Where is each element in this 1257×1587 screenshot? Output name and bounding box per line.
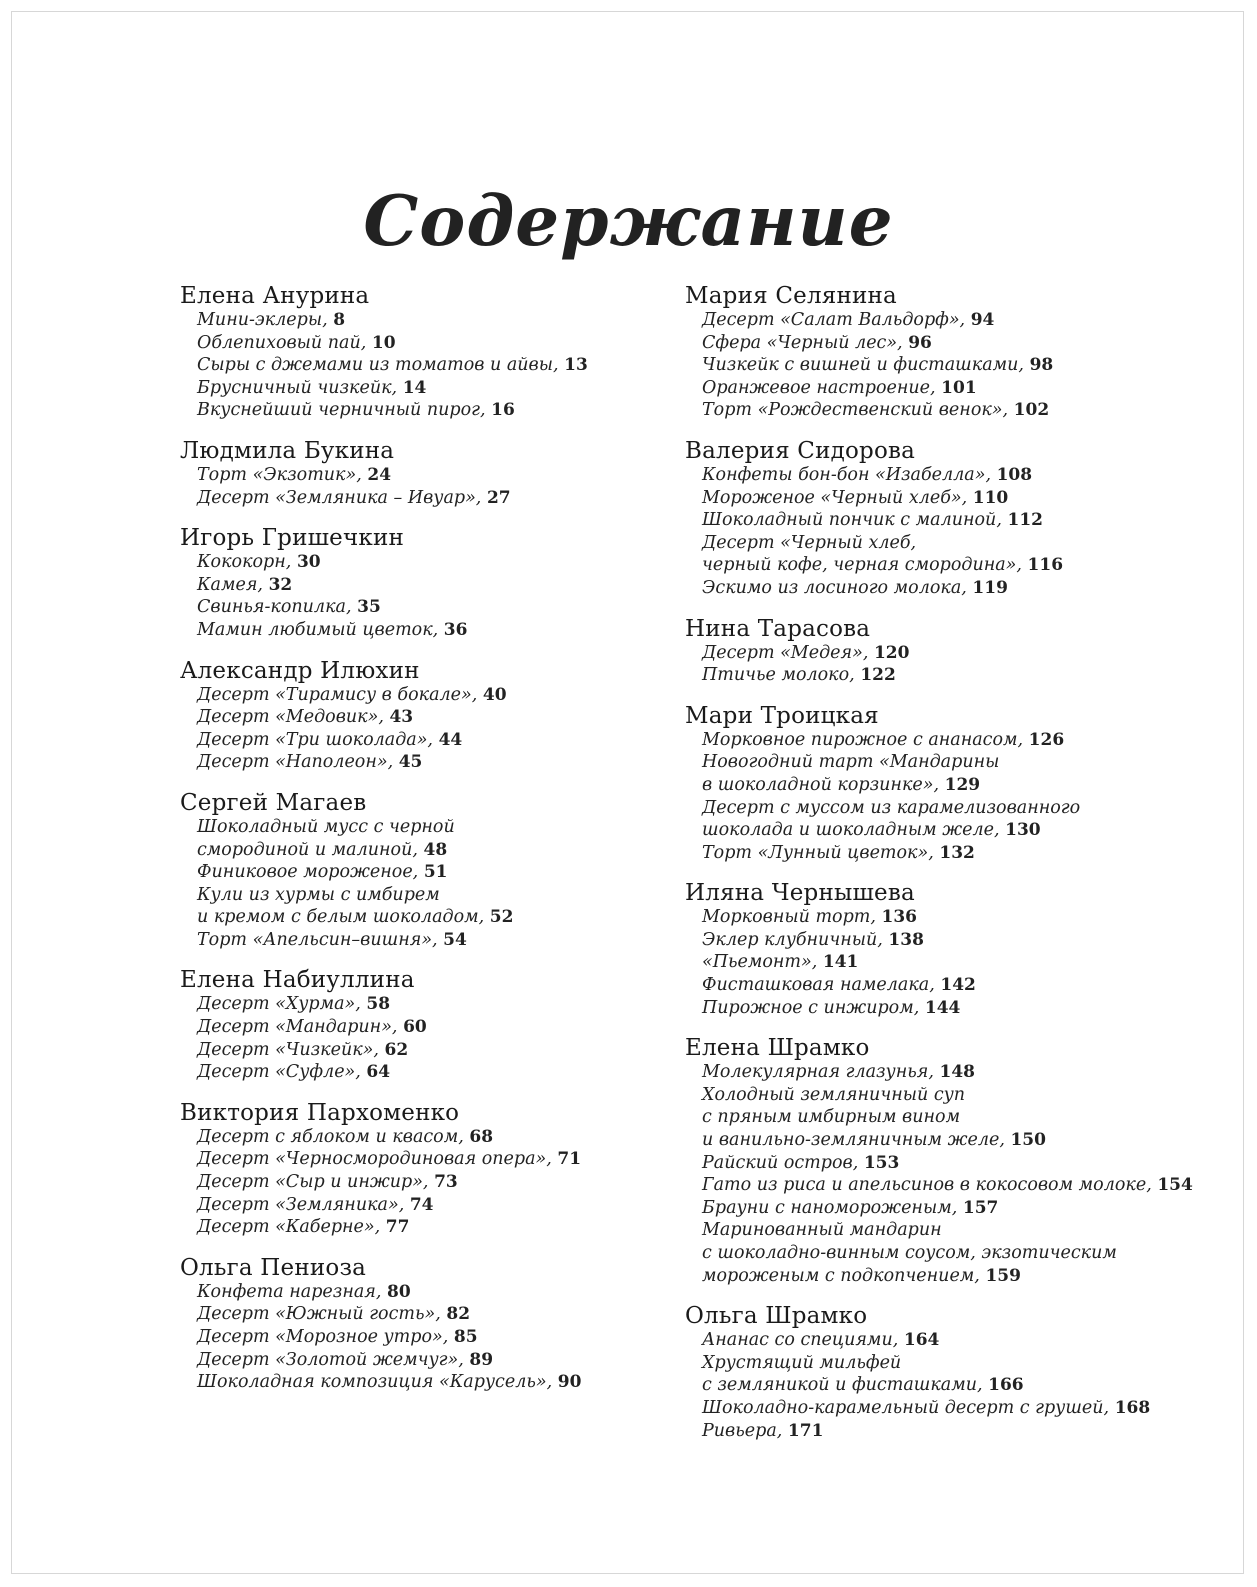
recipe-list bbox=[197, 816, 640, 952]
recipe-title: Десерт «Наполеон», bbox=[197, 752, 394, 773]
recipe-title: Облепиховый пай, bbox=[197, 332, 367, 353]
recipe-entry bbox=[197, 1194, 640, 1217]
recipe-entry bbox=[702, 332, 1205, 355]
author-name: Нина Тарасова bbox=[685, 615, 871, 642]
recipe-list bbox=[197, 309, 640, 422]
recipe-title: Новогодний тарт «Мандарины bbox=[702, 752, 1000, 773]
author-name: Елена Анурина bbox=[180, 283, 370, 309]
recipe-title: Мороженое «Черный хлеб», bbox=[702, 487, 968, 508]
recipe-title: Вкуснейший черничный пирог, bbox=[197, 400, 486, 421]
recipe-title: Кококорн, bbox=[197, 552, 292, 573]
page-number: 52 bbox=[489, 907, 514, 928]
page-number: 108 bbox=[996, 464, 1033, 485]
author-section bbox=[685, 880, 1205, 1019]
recipe-entry bbox=[197, 1216, 640, 1239]
page-number: 40 bbox=[482, 684, 507, 705]
recipe-list bbox=[197, 993, 640, 1083]
page-number: 13 bbox=[564, 355, 588, 376]
recipe-title: смородиной и малиной, bbox=[197, 839, 418, 860]
recipe-entry bbox=[197, 929, 640, 952]
recipe-entry bbox=[702, 1174, 1205, 1197]
recipe-entry bbox=[197, 993, 640, 1016]
page-number: 94 bbox=[970, 310, 995, 330]
recipe-entry bbox=[197, 906, 640, 929]
recipe-title: Десерт «Черный хлеб, bbox=[702, 532, 917, 553]
recipe-title: Морковное пирожное с ананасом, bbox=[702, 729, 1024, 750]
recipe-entry bbox=[197, 884, 640, 907]
recipe-entry bbox=[702, 554, 1205, 577]
recipe-entry bbox=[197, 1016, 640, 1039]
recipe-entry bbox=[702, 751, 1205, 774]
author-name: Ольга Пениоза bbox=[180, 1254, 367, 1281]
recipe-list bbox=[702, 729, 1205, 865]
author-section bbox=[685, 283, 1205, 422]
author-name: Мари Троицкая bbox=[685, 702, 879, 729]
recipe-title: Фисташковая намелака, bbox=[702, 975, 935, 996]
page-number: 112 bbox=[1007, 510, 1043, 531]
recipe-title: Десерт «Медея», bbox=[702, 642, 869, 663]
recipe-entry bbox=[702, 1152, 1205, 1175]
recipe-title: Райский остров, bbox=[702, 1152, 859, 1173]
recipe-title: Десерт «Земляника», bbox=[197, 1194, 405, 1215]
recipe-entry bbox=[702, 1084, 1205, 1107]
recipe-title: Торт «Экзотик», bbox=[197, 464, 362, 485]
page-number: 132 bbox=[939, 842, 975, 863]
recipe-title: Десерт «Морозное утро», bbox=[197, 1327, 449, 1347]
recipe-entry bbox=[197, 574, 640, 597]
recipe-entry bbox=[197, 706, 640, 729]
page-number: 27 bbox=[486, 487, 511, 508]
recipe-list bbox=[702, 1061, 1205, 1287]
recipe-title: Десерт «Хурма», bbox=[197, 994, 361, 1015]
recipe-entry bbox=[702, 974, 1205, 997]
recipe-title: «Пьемонт», bbox=[702, 952, 818, 973]
recipe-title: Мини-эклеры, bbox=[197, 310, 328, 330]
recipe-entry bbox=[197, 399, 640, 422]
recipe-title: и ванильно-земляничным желе, bbox=[702, 1130, 1005, 1151]
recipe-title: Шоколадный мусс с черной bbox=[197, 816, 455, 837]
page-number: 74 bbox=[409, 1194, 434, 1215]
recipe-title: Шоколадный пончик с малиной, bbox=[702, 510, 1002, 531]
recipe-entry bbox=[702, 1420, 1205, 1443]
page-number: 14 bbox=[402, 377, 427, 398]
author-name: Людмила Букина bbox=[180, 437, 395, 464]
author-name: Сергей Магаев bbox=[180, 789, 367, 816]
recipe-title: Конфеты бон-бон «Изабелла», bbox=[702, 464, 992, 485]
recipe-entry bbox=[702, 377, 1205, 400]
recipe-entry bbox=[197, 1303, 640, 1326]
recipe-entry bbox=[702, 1061, 1205, 1084]
author-name: Иляна Чернышева bbox=[685, 880, 915, 907]
recipe-title: Оранжевое настроение, bbox=[702, 377, 936, 398]
recipe-title: Десерт «Салат Вальдорф», bbox=[702, 310, 966, 330]
page-number: 122 bbox=[860, 665, 896, 686]
author-name: Виктория Пархоменко bbox=[180, 1099, 460, 1126]
author-section bbox=[180, 1255, 640, 1394]
recipe-entry bbox=[702, 1106, 1205, 1129]
recipe-title: Десерт «Медовик», bbox=[197, 707, 384, 728]
recipe-title: Ривьера, bbox=[702, 1420, 783, 1441]
page-number: 144 bbox=[924, 997, 961, 1018]
recipe-entry bbox=[197, 1349, 640, 1372]
author-name: Александр Илюхин bbox=[180, 657, 420, 684]
author-name: Валерия Сидорова bbox=[685, 437, 916, 464]
page-number: 71 bbox=[557, 1149, 582, 1170]
toc-column-right bbox=[685, 283, 1205, 1458]
recipe-entry bbox=[702, 729, 1205, 752]
recipe-title: с земляникой и фисташками, bbox=[702, 1375, 983, 1396]
page-number: 82 bbox=[446, 1304, 471, 1325]
page-number: 58 bbox=[366, 994, 391, 1015]
page-number: 45 bbox=[398, 752, 423, 773]
page-number: 96 bbox=[908, 332, 932, 353]
page-number: 89 bbox=[469, 1349, 494, 1370]
page-number: 24 bbox=[367, 464, 392, 485]
recipe-title: Шоколадная композиция «Карусель», bbox=[197, 1372, 553, 1393]
recipe-entry bbox=[197, 1371, 640, 1394]
recipe-title: Птичье молоко, bbox=[702, 665, 855, 686]
recipe-title: Гато из риса и апельсинов в кокосовом молоке, bbox=[702, 1175, 1152, 1196]
recipe-title: Шоколадно-карамельный десерт с грушей, bbox=[702, 1397, 1110, 1418]
page-number: 141 bbox=[822, 952, 859, 973]
recipe-entry bbox=[702, 1329, 1205, 1352]
recipe-entry bbox=[702, 309, 1205, 332]
page-number: 126 bbox=[1028, 729, 1065, 750]
author-section bbox=[180, 658, 640, 774]
recipe-list bbox=[197, 464, 640, 509]
recipe-title: Ананас со специями, bbox=[702, 1330, 899, 1351]
author-name: Игорь Гришечкин bbox=[180, 525, 405, 552]
recipe-list bbox=[197, 1281, 640, 1394]
recipe-entry bbox=[702, 1352, 1205, 1375]
recipe-entry bbox=[197, 816, 640, 839]
author-name: Елена Набиуллина bbox=[180, 967, 415, 994]
page-number: 32 bbox=[268, 574, 293, 595]
recipe-entry bbox=[702, 906, 1205, 929]
recipe-entry bbox=[197, 1126, 640, 1149]
page-number: 168 bbox=[1114, 1397, 1151, 1418]
recipe-title: Пирожное с инжиром, bbox=[702, 997, 920, 1018]
recipe-title: Свинья-копилка, bbox=[197, 597, 352, 618]
recipe-title: Молекулярная глазунья, bbox=[702, 1062, 934, 1083]
recipe-entry bbox=[702, 1397, 1205, 1420]
recipe-entry bbox=[702, 997, 1205, 1020]
page-number: 68 bbox=[469, 1126, 494, 1147]
recipe-entry bbox=[197, 619, 640, 642]
page-number: 136 bbox=[881, 907, 918, 928]
recipe-title: Десерт «Черносмородиновая опера», bbox=[197, 1149, 552, 1170]
author-section bbox=[180, 967, 640, 1083]
recipe-entry bbox=[702, 487, 1205, 510]
page-number: 60 bbox=[403, 1017, 427, 1038]
recipe-title: шоколада и шоколадным желе, bbox=[702, 820, 1000, 841]
recipe-entry bbox=[197, 1171, 640, 1194]
recipe-entry bbox=[197, 861, 640, 884]
recipe-title: Финиковое мороженое, bbox=[197, 862, 419, 883]
recipe-title: Сыры с джемами из томатов и айвы, bbox=[197, 355, 559, 376]
recipe-title: с пряным имбирным вином bbox=[702, 1107, 961, 1128]
page-number: 8 bbox=[333, 310, 346, 330]
recipe-entry bbox=[702, 797, 1205, 820]
recipe-entry bbox=[197, 751, 640, 774]
recipe-entry bbox=[702, 1265, 1205, 1288]
author-section bbox=[180, 438, 640, 509]
recipe-list bbox=[702, 642, 1205, 687]
recipe-title: Десерт «Суфле», bbox=[197, 1062, 361, 1083]
author-name: Елена Шрамко bbox=[685, 1035, 870, 1062]
page-number: 148 bbox=[939, 1062, 975, 1083]
recipe-list bbox=[197, 1126, 640, 1239]
author-section bbox=[685, 616, 1205, 687]
page-number: 154 bbox=[1157, 1175, 1193, 1196]
page-number: 110 bbox=[972, 487, 1009, 508]
page-number: 48 bbox=[423, 839, 448, 860]
page-number: 62 bbox=[384, 1039, 409, 1060]
recipe-title: Десерт с яблоком и квасом, bbox=[197, 1126, 464, 1147]
recipe-entry bbox=[702, 664, 1205, 687]
page-number: 153 bbox=[863, 1152, 900, 1173]
recipe-entry bbox=[197, 1039, 640, 1062]
recipe-list bbox=[197, 684, 640, 774]
page-number: 30 bbox=[296, 552, 321, 573]
page-number: 171 bbox=[787, 1420, 824, 1441]
page-number: 43 bbox=[389, 707, 414, 728]
toc-column-left bbox=[180, 283, 640, 1410]
recipe-title: Мамин любимый цветок, bbox=[197, 619, 439, 640]
recipe-entry bbox=[702, 509, 1205, 532]
recipe-title: Десерт «Земляника – Ивуар», bbox=[197, 487, 482, 508]
author-section bbox=[180, 283, 640, 422]
recipe-title: Конфета нарезная, bbox=[197, 1281, 382, 1302]
recipe-title: Торт «Лунный цветок», bbox=[702, 842, 934, 863]
recipe-title: в шоколадной корзинке», bbox=[702, 774, 940, 795]
recipe-title: Маринованный мандарин bbox=[702, 1220, 942, 1241]
page-number: 116 bbox=[1027, 555, 1064, 576]
recipe-title: Торт «Рождественский венок», bbox=[702, 400, 1009, 421]
recipe-entry bbox=[197, 1281, 640, 1304]
page-number: 85 bbox=[453, 1327, 478, 1347]
page-title: Содержание bbox=[363, 181, 894, 263]
page-number: 150 bbox=[1010, 1130, 1046, 1151]
recipe-title: Десерт «Три шоколада», bbox=[197, 729, 433, 750]
recipe-title: Сфера «Черный лес», bbox=[702, 332, 903, 353]
page-number: 80 bbox=[387, 1281, 411, 1302]
recipe-entry bbox=[702, 819, 1205, 842]
recipe-entry bbox=[702, 1129, 1205, 1152]
recipe-entry bbox=[702, 951, 1205, 974]
recipe-title: Хрустящий мильфей bbox=[702, 1352, 902, 1373]
recipe-title: Десерт «Каберне», bbox=[197, 1217, 381, 1238]
page-number: 10 bbox=[371, 332, 396, 353]
page-number: 159 bbox=[985, 1265, 1021, 1286]
author-section bbox=[685, 1035, 1205, 1287]
recipe-entry bbox=[197, 729, 640, 752]
page-number: 36 bbox=[443, 619, 468, 640]
recipe-title: Десерт «Золотой жемчуг», bbox=[197, 1349, 464, 1370]
recipe-title: Торт «Апельсин–вишня», bbox=[197, 929, 438, 950]
recipe-entry bbox=[197, 309, 640, 332]
recipe-entry bbox=[702, 1242, 1205, 1265]
recipe-list bbox=[702, 1329, 1205, 1442]
page-number: 77 bbox=[385, 1217, 410, 1238]
page-number: 166 bbox=[988, 1375, 1024, 1396]
recipe-entry bbox=[197, 551, 640, 574]
recipe-title: Холодный земляничный суп bbox=[702, 1084, 966, 1105]
author-section bbox=[180, 525, 640, 641]
recipe-entry bbox=[702, 354, 1205, 377]
recipe-title: мороженым с подкопчением, bbox=[702, 1265, 980, 1286]
recipe-title: Эскимо из лосиного молока, bbox=[702, 577, 967, 598]
recipe-list bbox=[702, 309, 1205, 422]
page-number: 129 bbox=[944, 774, 981, 795]
recipe-entry bbox=[702, 642, 1205, 665]
page-number: 130 bbox=[1005, 820, 1041, 841]
page-number: 119 bbox=[972, 577, 1008, 598]
recipe-title: Эклер клубничный, bbox=[702, 929, 883, 950]
page-number: 35 bbox=[357, 597, 381, 618]
recipe-entry bbox=[702, 1197, 1205, 1220]
recipe-entry bbox=[702, 842, 1205, 865]
author-section bbox=[685, 1303, 1205, 1442]
recipe-title: Камея, bbox=[197, 574, 263, 595]
recipe-title: Кули из хурмы с имбирем bbox=[197, 884, 440, 905]
page-number: 54 bbox=[443, 929, 467, 950]
page-number: 120 bbox=[873, 642, 910, 663]
recipe-entry bbox=[197, 1148, 640, 1171]
recipe-title: с шоколадно-винным соусом, экзотическим bbox=[702, 1243, 1117, 1263]
recipe-entry bbox=[702, 464, 1205, 487]
recipe-title: черный кофе, черная смородина», bbox=[702, 555, 1022, 576]
recipe-entry bbox=[197, 1061, 640, 1084]
recipe-entry bbox=[702, 577, 1205, 600]
page-number: 138 bbox=[888, 929, 924, 950]
page-number: 102 bbox=[1013, 400, 1050, 421]
author-section bbox=[685, 703, 1205, 865]
recipe-title: Брауни с наномороженым, bbox=[702, 1197, 958, 1218]
recipe-entry bbox=[197, 377, 640, 400]
page-number: 157 bbox=[962, 1197, 999, 1218]
recipe-entry bbox=[197, 839, 640, 862]
recipe-list bbox=[702, 464, 1205, 600]
page-number: 51 bbox=[423, 862, 448, 883]
page-number: 101 bbox=[941, 377, 977, 398]
recipe-list bbox=[702, 906, 1205, 1019]
author-section bbox=[180, 1100, 640, 1239]
recipe-title: Десерт с муссом из карамелизованного bbox=[702, 797, 1081, 818]
author-name: Ольга Шрамко bbox=[685, 1303, 868, 1330]
author-section bbox=[180, 790, 640, 952]
recipe-title: Десерт «Мандарин», bbox=[197, 1017, 398, 1038]
recipe-entry bbox=[702, 1219, 1205, 1242]
recipe-title: Морковный торт, bbox=[702, 907, 876, 928]
page-number: 16 bbox=[491, 400, 515, 421]
author-section bbox=[685, 438, 1205, 600]
page-number: 98 bbox=[1029, 355, 1054, 376]
recipe-entry bbox=[702, 929, 1205, 952]
recipe-entry bbox=[197, 354, 640, 377]
recipe-title: и кремом с белым шоколадом, bbox=[197, 907, 485, 928]
page-number: 44 bbox=[438, 729, 463, 750]
page-number: 64 bbox=[366, 1062, 391, 1083]
recipe-entry bbox=[197, 487, 640, 510]
page-number: 142 bbox=[940, 975, 976, 996]
recipe-entry bbox=[702, 399, 1205, 422]
recipe-title: Брусничный чизкейк, bbox=[197, 377, 398, 398]
recipe-entry bbox=[197, 464, 640, 487]
author-name: Мария Селянина bbox=[685, 283, 897, 309]
recipe-entry bbox=[197, 332, 640, 355]
recipe-title: Десерт «Южный гость», bbox=[197, 1304, 441, 1325]
recipe-title: Десерт «Тирамису в бокале», bbox=[197, 684, 478, 705]
recipe-title: Десерт «Сыр и инжир», bbox=[197, 1172, 429, 1193]
recipe-entry bbox=[197, 596, 640, 619]
recipe-entry bbox=[197, 1326, 640, 1349]
page-number: 73 bbox=[434, 1172, 458, 1193]
recipe-entry bbox=[702, 774, 1205, 797]
recipe-title: Десерт «Чизкейк», bbox=[197, 1039, 379, 1060]
recipe-list bbox=[197, 551, 640, 641]
page-number: 164 bbox=[903, 1330, 940, 1351]
recipe-entry bbox=[702, 1374, 1205, 1397]
recipe-title: Чизкейк с вишней и фисташками, bbox=[702, 355, 1024, 376]
recipe-entry bbox=[197, 684, 640, 707]
page-number: 90 bbox=[557, 1372, 582, 1393]
recipe-entry bbox=[702, 532, 1205, 555]
